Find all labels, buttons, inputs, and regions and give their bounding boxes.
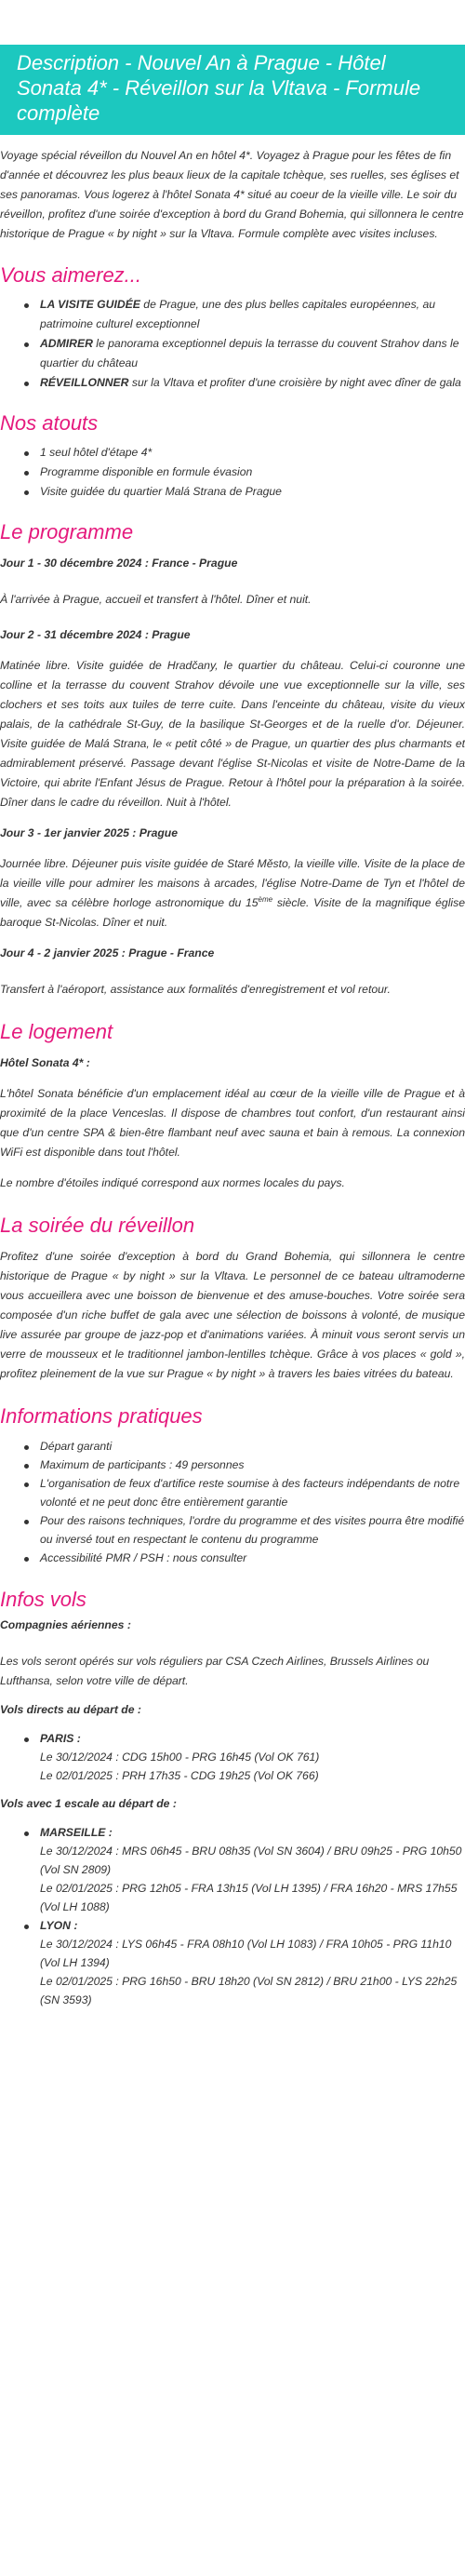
page (0, 45, 465, 2009)
list-item: Pour des raisons techniques, l'ordre du programme et des visites pourra être modifié ou inversé tout en respectant le contenu du programme (24, 1511, 465, 1549)
day-title: Jour 1 - 30 décembre 2024 : France - Prague (0, 557, 238, 570)
intro-text: Voyage spécial réveillon du Nouvel An en hôtel 4*. Voyagez à Prague pour les fêtes de fin d'année et découvrez les plus beaux lieux de la capitale tchèque, ses ruelles, ses églises et ses panoramas. Vous logerez à l'hôtel Sonata 4* situé au coeur de la vieille ville. Le soir du réveillon, profitez d'une soirée d'exception à bord du Grand Bohemia, qui sillonnera le centre historique de Prague « by night » sur la Vltava. Formule complète avec visites incluses. (0, 149, 464, 240)
day-title: Jour 2 - 31 décembre 2024 : Prague (0, 628, 191, 641)
list-item (24, 334, 465, 373)
list-item (24, 373, 465, 393)
list-item-text: le panorama exceptionnel depuis la terrasse du couvent Strahov dans le quartier du château (40, 337, 459, 369)
flight-line: Le 30/12/2024 : LYS 06h45 - FRA 08h10 (Vol LH 1083) / FRA 10h05 - PRG 11h10 (Vol LH 1394) (40, 1938, 452, 1969)
day-title: Jour 4 - 2 janvier 2025 : Prague - France (0, 946, 215, 959)
soiree-text: Profitez d'une soirée d'exception à bord du Grand Bohemia, qui sillonnera le centre historique de Prague « by night » sur la Vltava. Le personnel de ce bateau ultramoderne vous accueillera avec une boisson de bienvenue et des amuse-bouches. Votre soirée sera composée d'un riche buffet de gala avec une sélection de boissons à volonté, de musique live assurée par groupe de jazz-pop et d'animations variées. À minuit vous seront servis un verre de mousseux et le traditionnel jambon-lentilles tchèque. Grâce à vos places « gold », profitez pleinement de la vue sur Prague « by night » à travers les baies vitrées du bateau. (0, 1250, 465, 1380)
aimerez-list (0, 295, 465, 393)
day-text: Journée libre. Déjeuner puis visite guidée de Staré Město, la vieille ville. Visite de la place de la vieille ville pour admirer les maisons à arcades, l'église Notre-Dame de Tyn et l'hôtel de ville, avec sa célèbre horloge astronomique du 15ème siècle. Visite de la magnifique église baroque St-Nicolas. Dîner et nuit. (0, 857, 465, 929)
page-title: Description - Nouvel An à Prague - Hôtel Sonata 4* - Réveillon sur la Vltava - Formule complète (17, 51, 421, 125)
page-title-banner (0, 45, 465, 135)
hotel-text: L'hôtel Sonata bénéficie d'un emplacement idéal au cœur de la vieille ville de Prague et à proximité de la place Venceslas. Il dispose de chambres tout confort, d'un restaurant ainsi que d'un centre SPA & bien-être flambant neuf avec sauna et bain à remous. La connexion WiFi est disponible dans tout l'hôtel. (0, 1087, 465, 1159)
list-item (24, 1729, 465, 1785)
escale-list (0, 1823, 465, 2009)
list-item (24, 1916, 465, 2009)
list-item: Départ garanti (24, 1437, 465, 1456)
list-item (24, 295, 465, 334)
list-item: Accessibilité PMR / PSH : nous consulter (24, 1549, 465, 1567)
section-title-logement: Le logement (0, 1020, 113, 1043)
content (0, 146, 465, 2009)
city-name: MARSEILLE : (40, 1826, 113, 1839)
list-item (24, 1823, 465, 1916)
direct-list (0, 1729, 465, 1785)
list-item: L'organisation de feux d'artifice reste soumise à des facteurs indépendants de notre volonté et ne peut donc être entièrement garantie (24, 1474, 465, 1511)
day-title: Jour 3 - 1er janvier 2025 : Prague (0, 826, 179, 839)
companies-title: Compagnies aériennes : (0, 1618, 131, 1631)
flight-line: Le 30/12/2024 : MRS 06h45 - BRU 08h35 (Vol SN 3604) / BRU 09h25 - PRG 10h50 (Vol SN 2809) (40, 1845, 462, 1876)
flight-line: Le 02/01/2025 : PRG 16h50 - BRU 18h20 (Vol SN 2812) / BRU 21h00 - LYS 22h25 (SN 3593) (40, 1975, 458, 2006)
escale-title: Vols avec 1 escale au départ de : (0, 1797, 177, 1810)
hotel-name: Hôtel Sonata 4* : (0, 1056, 90, 1069)
list-item-strong: ADMIRER (40, 337, 93, 350)
section-title-vols: Infos vols (0, 1588, 86, 1611)
city-name: LYON : (40, 1919, 78, 1932)
list-item: Maximum de participants : 49 personnes (24, 1456, 465, 1474)
infos-list (0, 1437, 465, 1567)
hotel-note: Le nombre d'étoiles indiqué correspond aux normes locales du pays. (0, 1176, 345, 1189)
day-text: Transfert à l'aéroport, assistance aux formalités d'enregistrement et vol retour. (0, 983, 391, 996)
list-item-strong: RÉVEILLONNER (40, 376, 129, 389)
atouts-list (0, 443, 465, 502)
list-item: Programme disponible en formule évasion (24, 463, 465, 482)
list-item-strong: LA VISITE GUIDÉE (40, 298, 140, 311)
section-title-soiree: La soirée du réveillon (0, 1214, 195, 1237)
list-item-text: sur la Vltava et profiter d'une croisière by night avec dîner de gala (128, 376, 461, 389)
section-title-infos: Informations pratiques (0, 1404, 203, 1428)
flight-line: Le 30/12/2024 : CDG 15h00 - PRG 16h45 (Vol OK 761) (40, 1751, 320, 1764)
day-text: Matinée libre. Visite guidée de Hradčany, le quartier du château. Celui-ci couronne une colline et la terrasse du couvent Strahov dévoile une vue exceptionnelle sur la ville, ses clochers et ses toits aux tuiles de terre cuite. Dans l'enceinte du château, visite du vieux palais, de la cathédrale St-Guy, de la basilique St-Georges et de la ruelle d'or. Déjeuner. Visite guidée de Malá Strana, le « petit côté » de Prague, un quartier des plus charmants et admirablement préservé. Passage devant l'église St-Nicolas et visite de Notre-Dame de la Victoire, qui abrite l'Enfant Jésus de Prague. Retour à l'hôtel pour la préparation à la soirée. Dîner dans le cadre du réveillon. Nuit à l'hôtel. (0, 659, 465, 809)
flight-line: Le 02/01/2025 : PRG 12h05 - FRA 13h15 (Vol LH 1395) / FRA 16h20 - MRS 17h55 (Vol LH 1088) (40, 1882, 458, 1913)
list-item: 1 seul hôtel d'étape 4* (24, 443, 465, 463)
city-name: PARIS : (40, 1732, 81, 1745)
direct-title: Vols directs au départ de : (0, 1703, 141, 1716)
companies-text: Les vols seront opérés sur vols réguliers par CSA Czech Airlines, Brussels Airlines ou Lufthansa, selon votre ville de départ. (0, 1655, 430, 1687)
flight-line: Le 02/01/2025 : PRH 17h35 - CDG 19h25 (Vol OK 766) (40, 1769, 319, 1782)
section-title-programme: Le programme (0, 520, 134, 543)
list-item-text: de Prague, une des plus belles capitales européennes, au patrimoine culturel exceptionnel (40, 298, 436, 330)
day-text: À l'arrivée à Prague, accueil et transfert à l'hôtel. Dîner et nuit. (0, 593, 312, 606)
section-title-atouts: Nos atouts (0, 411, 99, 435)
list-item: Visite guidée du quartier Malá Strana de Prague (24, 482, 465, 502)
section-title-aimerez: Vous aimerez... (0, 263, 142, 287)
